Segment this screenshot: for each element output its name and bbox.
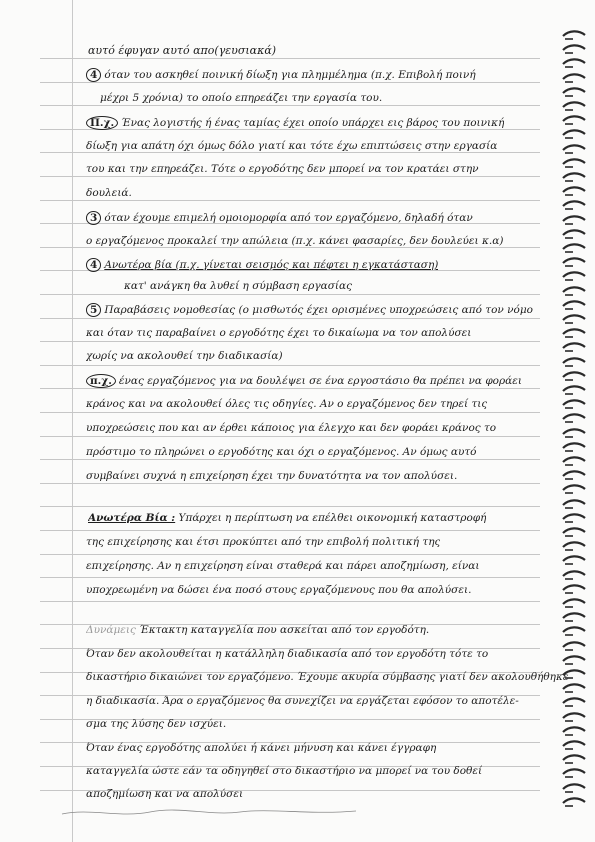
spiral-ring (561, 641, 587, 653)
text-line-30: καταγγελία ώστε εάν τα οδηγηθεί στο δικαστήριο να μπορεί να του δοθεί (86, 765, 483, 777)
spiral-ring (561, 470, 587, 482)
ruled-line (40, 294, 540, 295)
text-line-20: Ανωτέρα Βία : Υπάρχει η περίπτωση να επέλθει οικονομική καταστροφή (88, 512, 487, 524)
spiral-ring (561, 328, 587, 340)
text-line-24: Δυνάμεις Έκτακτη καταγγελία που ασκείται από τον εργοδότη. (86, 624, 430, 636)
text-line-9: ο εργαζόμενος προκαλεί την απώλεια (π.χ. κάνει φασαρίες, δεν δουλεύει κ.α) (86, 235, 504, 247)
text-line-4: Π.χ. Ένας λογιστής ή ένας ταμίας έχει οποίο υπάρχει εις βάρος του ποινική (86, 116, 504, 130)
ruled-line (40, 506, 540, 507)
ruled-line (40, 388, 540, 389)
spiral-ring (561, 186, 587, 198)
spiral-ring (561, 626, 587, 638)
section-heading: Ανωτέρα Βία : (88, 512, 176, 524)
text-line-2: 4 όταν του ασκηθεί ποινική δίωξη για πλημμέλημα (π.χ. Επιβολή ποινή (86, 68, 476, 82)
spiral-ring (561, 385, 587, 397)
text-line-7: δουλειά. (86, 187, 132, 199)
spiral-ring (561, 655, 587, 667)
text-line-14: χωρίς να ακολουθεί την διαδικασία) (86, 350, 283, 362)
spiral-ring (561, 243, 587, 255)
spiral-ring (561, 286, 587, 298)
ruled-line (40, 176, 540, 177)
text-line-5: δίωξη για απάτη όχι όμως δόλο γιατί και τότε έχω επιπτώσεις στην εργασία (86, 140, 498, 152)
spiral-ring (561, 342, 587, 354)
spiral-ring (561, 257, 587, 269)
ruled-line (40, 530, 540, 531)
text-line-10: 4 Ανωτέρα βία (π.χ. γίνεται σεισμός και πέφτει η εγκατάσταση) (86, 258, 438, 272)
text-line-17: υποχρεώσεις που και αν έρθει κάποιος για έλεγχο και δεν φοράει κράνος το (86, 422, 497, 434)
spiral-ring (561, 87, 587, 99)
ruled-line (40, 247, 540, 248)
spiral-ring (561, 101, 587, 113)
spiral-ring (561, 683, 587, 695)
spiral-ring (561, 697, 587, 709)
text-line-13: και όταν τις παραβαίνει ο εργοδότης έχει το δικαίωμα να τον απολύσει (86, 327, 472, 339)
text-line-11: κατ' ανάγκη θα λυθεί η σύμβαση εργασίας (124, 280, 352, 292)
spiral-ring (561, 484, 587, 496)
ruled-line (40, 341, 540, 342)
spiral-ring (561, 456, 587, 468)
ruled-line (40, 365, 540, 366)
spiral-ring (561, 541, 587, 553)
spiral-ring (561, 754, 587, 766)
spiral-ring (561, 598, 587, 610)
text-line-29: Όταν ένας εργοδότης απολύει ή κάνει μήνυση και κάνει έγγραφη (86, 742, 437, 754)
example-marker: π.χ. (86, 374, 116, 388)
ruled-line (40, 412, 540, 413)
spiral-ring (561, 314, 587, 326)
spiral-ring (561, 357, 587, 369)
spiral-ring (561, 442, 587, 454)
ruled-line (40, 105, 540, 106)
spiral-ring (561, 30, 587, 42)
ruled-line (40, 436, 540, 437)
text-line-21: της επιχείρησης και έτσι προκύπτει από την επιβολή πολιτική της (86, 536, 441, 548)
spiral-ring (561, 513, 587, 525)
item-marker: 3 (86, 211, 101, 225)
spiral-ring (561, 612, 587, 624)
text-line-8: 3 όταν έχουμε επιμελή ομοιομορφία από τον εργαζόμενο, δηλαδή όταν (86, 211, 473, 225)
ruled-line (40, 554, 540, 555)
faint-word: Δυνάμεις (86, 624, 136, 636)
spiral-ring (561, 726, 587, 738)
spiral-ring (561, 499, 587, 511)
text-line-18: πρόστιμο το πληρώνει ο εργοδότης και όχι ο εργαζόμενος. Αν όμως αυτό (86, 446, 477, 458)
spiral-ring (561, 797, 587, 809)
spiral-ring (561, 712, 587, 724)
ruled-line (40, 483, 540, 484)
spiral-ring (561, 172, 587, 184)
ruled-line (40, 82, 540, 83)
item-marker: 4 (86, 68, 101, 82)
spiral-ring (561, 428, 587, 440)
ruled-line (40, 58, 540, 59)
spiral-ring (561, 413, 587, 425)
text-line-6: του και την επηρεάζει. Τότε ο εργοδότης δεν μπορεί να τον κρατάει στην (86, 163, 479, 175)
text-line-3: μέχρι 5 χρόνια) το οποίο επηρεάζει την εργασία του. (100, 92, 383, 104)
spiral-ring (561, 527, 587, 539)
spiral-ring (561, 783, 587, 795)
spiral-ring (561, 768, 587, 780)
spiral-ring (561, 115, 587, 127)
spiral-ring (561, 300, 587, 312)
item-marker: 5 (86, 303, 101, 317)
spiral-ring (561, 740, 587, 752)
text-line-22: επιχείρησης. Αν η επιχείρηση είναι σταθερά και πάρει αποζημίωση, είναι (86, 560, 480, 572)
text-line-16: κράνος και να ακολουθεί όλες τις οδηγίες. Αν ο εργαζόμενος δεν τηρεί τις (86, 398, 488, 410)
text-line-15: π.χ. ένας εργαζόμενος για να δουλέψει σε ένα εργοστάσιο θα πρέπει να φοράει (86, 374, 522, 388)
spiral-ring (561, 73, 587, 85)
spiral-ring (561, 200, 587, 212)
spiral-ring (561, 129, 587, 141)
spiral-binding (553, 30, 587, 820)
text-line-23: υποχρεωμένη να δώσει ένα ποσό στους εργαζόμενους που θα απολύσει. (86, 584, 472, 596)
spiral-ring (561, 144, 587, 156)
ink-scribble (60, 806, 360, 820)
text-line-28: σμα της λύσης δεν ισχύει. (86, 718, 227, 730)
example-marker: Π.χ. (86, 116, 118, 130)
spiral-ring (561, 555, 587, 567)
text-line-31: αποζημίωση και να απολύσει (86, 788, 244, 800)
spiral-ring (561, 229, 587, 241)
text-line-19: συμβαίνει συχνά η επιχείρηση έχει την δυνατότητα να τον απολύσει. (86, 470, 458, 482)
spiral-ring (561, 58, 587, 70)
item-marker: 4 (86, 258, 101, 272)
ruled-line (40, 601, 540, 602)
text-line-27: η διαδικασία. Άρα ο εργαζόμενος θα συνεχίζει να εργάζεται εφόσον το αποτέλε- (86, 695, 519, 707)
ruled-line (40, 459, 540, 460)
spiral-ring (561, 158, 587, 170)
spiral-ring (561, 584, 587, 596)
text-line-12: 5 Παραβάσεις νομοθεσίας (ο μισθωτός έχει ορισμένες υποχρεώσεις από τον νόμο (86, 303, 533, 317)
ruled-line (40, 200, 540, 201)
spiral-ring (561, 399, 587, 411)
margin-line (72, 0, 73, 842)
ruled-line (40, 577, 540, 578)
spiral-ring (561, 371, 587, 383)
text-line-25: Όταν δεν ακολουθείται η κατάλληλη διαδικασία από τον εργοδότη τότε το (86, 648, 489, 660)
spiral-ring (561, 570, 587, 582)
ruled-line (40, 152, 540, 153)
ruled-line (40, 318, 540, 319)
spiral-ring (561, 215, 587, 227)
text-line-26: δικαστήριο δικαιώνει τον εργαζόμενο. Έχουμε ακυρία σύμβασης γιατί δεν ακολουθήθηκε (86, 671, 569, 683)
text-line-1: αυτό έφυγαν αυτό απο(γευσιακά) (88, 44, 277, 57)
spiral-ring (561, 44, 587, 56)
spiral-ring (561, 271, 587, 283)
